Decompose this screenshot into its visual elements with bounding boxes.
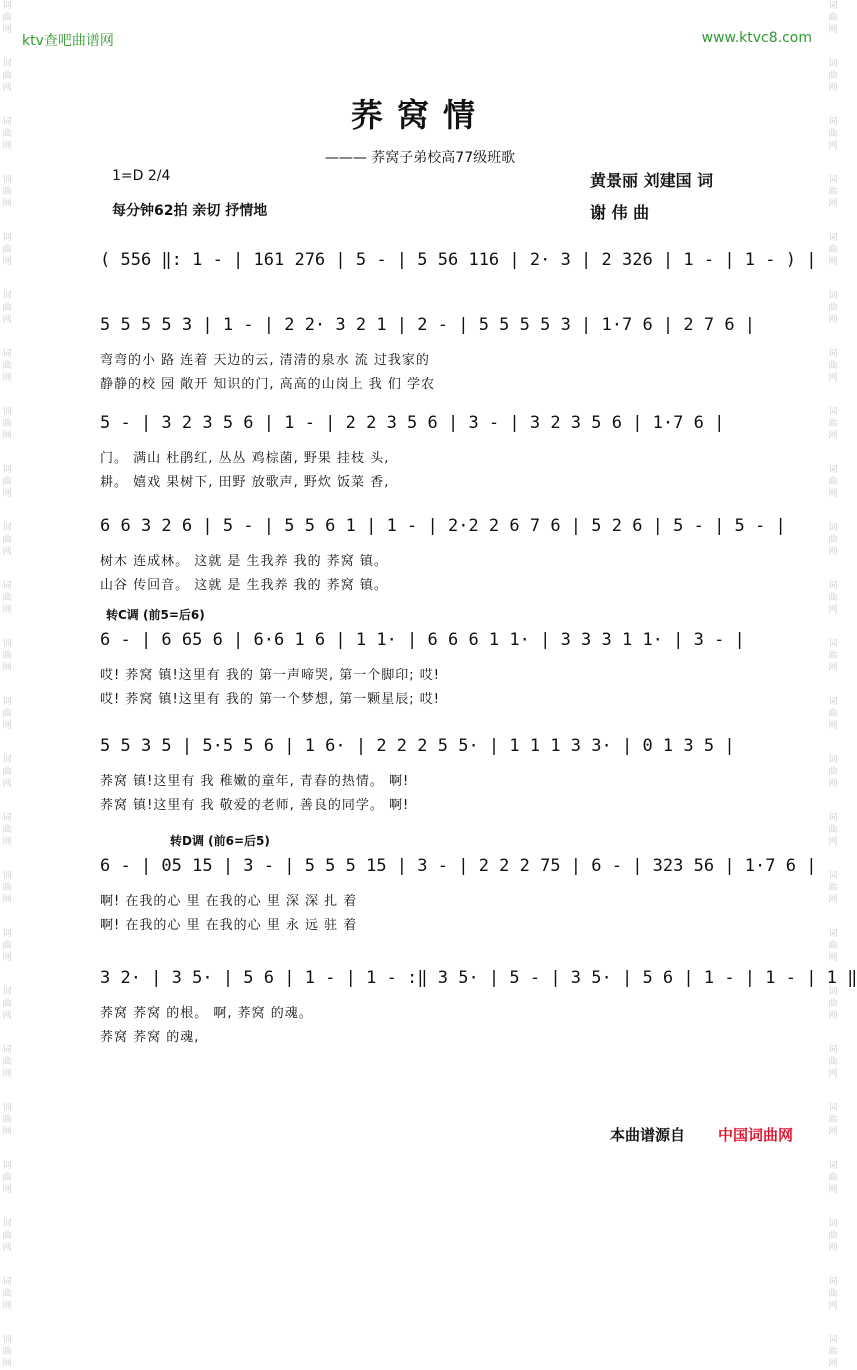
watermark-column-right — [826, 0, 840, 1369]
watermark-text: 词曲网 — [2, 1277, 12, 1311]
watermark-text: 词曲网 — [2, 581, 12, 615]
watermark-text: 词曲网 — [2, 523, 12, 557]
watermark-text: 词曲网 — [2, 987, 12, 1021]
lyric-line: 门。 满山 杜鹃红, 丛丛 鸡棕菌, 野果 挂枝 头, — [100, 451, 390, 466]
watermark-text: 词曲网 — [2, 349, 12, 383]
notation-line: 6 6 3 2 6 | 5 - | 5 5 6 1 | 1 - | 2·2 2 6 7 6 | 5 2 6 | 5 - | 5 - | — [100, 516, 786, 536]
watermark-text: 词曲网 — [828, 291, 838, 325]
watermark-text: 词曲网 — [2, 1, 12, 35]
watermark-text: 词曲网 — [828, 1161, 838, 1195]
watermark-text: 词曲网 — [2, 465, 12, 499]
lyric-line: 啊! 在我的心 里 在我的心 里 深 深 扎 着 — [100, 894, 358, 909]
watermark-text: 词曲网 — [2, 1161, 12, 1195]
watermark-text: 词曲网 — [828, 1335, 838, 1369]
site-url-right[interactable]: www.ktvc8.com — [701, 30, 812, 46]
watermark-text: 词曲网 — [828, 1103, 838, 1137]
watermark-text: 词曲网 — [2, 697, 12, 731]
watermark-text: 词曲网 — [828, 233, 838, 267]
notation-line: 5 5 3 5 | 5·5 5 6 | 1 6· | 2 2 2 5 5· | 1 1 1 3 3· | 0 1 3 5 | — [100, 736, 735, 756]
key-change-marking: 转C调 (前5=后6) — [106, 608, 205, 622]
lyricist-credit: 黄景丽 刘建国 词 — [590, 171, 714, 190]
watermark-text: 词曲网 — [828, 697, 838, 731]
lyric-line: 荞窝 荞窝 的根。 啊, 荞窝 的魂。 — [100, 1006, 313, 1021]
source-site-link[interactable]: 中国词曲网 — [718, 1126, 794, 1144]
song-subtitle: ——— 荞窝子弟校高77级班歌 — [324, 150, 516, 166]
watermark-text: 词曲网 — [828, 581, 838, 615]
lyric-line: 荞窝 镇!这里有 我 敬爱的老师, 善良的同学。 啊! — [100, 798, 410, 813]
watermark-text: 词曲网 — [2, 813, 12, 847]
watermark-text: 词曲网 — [828, 871, 838, 905]
lyric-line: 静静的校 园 敞开 知识的门, 高高的山岗上 我 们 学农 — [100, 377, 436, 392]
watermark-text: 词曲网 — [828, 929, 838, 963]
lyric-line: 弯弯的小 路 连着 天边的云, 清清的泉水 流 过我家的 — [100, 353, 430, 368]
watermark-text: 词曲网 — [828, 1219, 838, 1253]
watermark-text: 词曲网 — [2, 59, 12, 93]
watermark-text: 词曲网 — [828, 1, 838, 35]
watermark-text: 词曲网 — [2, 117, 12, 151]
watermark-text: 词曲网 — [2, 871, 12, 905]
notation-line: ( 556 ‖: 1 - | 161 276 | 5 - | 5 56 116 | 2· 3 | 2 326 | 1 - | 1 - ) | — [100, 250, 817, 270]
composer-credit: 谢 伟 曲 — [590, 203, 650, 222]
watermark-column-left — [0, 0, 14, 1369]
watermark-text: 词曲网 — [828, 813, 838, 847]
lyric-line: 哎! 荞窝 镇!这里有 我的 第一个梦想, 第一颗星辰; 哎! — [100, 692, 440, 707]
notation-line: 5 5 5 5 3 | 1 - | 2 2· 3 2 1 | 2 - | 5 5 5 5 3 | 1·7 6 | 2 7 6 | — [100, 315, 756, 335]
watermark-text: 词曲网 — [828, 755, 838, 789]
lyric-line: 耕。 嬉戏 果树下, 田野 放歌声, 野炊 饭菜 香, — [100, 475, 390, 490]
notation-line: 3 2· | 3 5· | 5 6 | 1 - | 1 - :‖ 3 5· | 5 - | 3 5· | 5 6 | 1 - | 1 - | 1 ‖ — [100, 968, 857, 988]
source-label: 本曲谱源自 — [610, 1126, 686, 1144]
watermark-text: 词曲网 — [828, 523, 838, 557]
watermark-text: 词曲网 — [2, 291, 12, 325]
watermark-text: 词曲网 — [828, 1045, 838, 1079]
notation-line: 5 - | 3 2 3 5 6 | 1 - | 2 2 3 5 6 | 3 - | 3 2 3 5 6 | 1·7 6 | — [100, 413, 725, 433]
watermark-text: 词曲网 — [2, 1335, 12, 1369]
notation-line: 6 - | 6 65 6 | 6·6 1 6 | 1 1· | 6 6 6 1 1· | 3 3 3 1 1· | 3 - | — [100, 630, 745, 650]
lyric-line: 荞窝 荞窝 的魂, — [100, 1030, 200, 1045]
watermark-text: 词曲网 — [828, 639, 838, 673]
lyric-line: 啊! 在我的心 里 在我的心 里 永 远 驻 着 — [100, 918, 358, 933]
watermark-text: 词曲网 — [2, 1219, 12, 1253]
tempo-marking: 每分钟62拍 亲切 抒情地 — [112, 203, 268, 219]
watermark-text: 词曲网 — [2, 639, 12, 673]
key-signature: 1=D 2/4 — [112, 168, 171, 184]
notation-line: 6 - | 05 15 | 3 - | 5 5 5 15 | 3 - | 2 2 2 75 | 6 - | 323 56 | 1·7 6 | — [100, 856, 817, 876]
watermark-text: 词曲网 — [2, 233, 12, 267]
watermark-text: 词曲网 — [828, 349, 838, 383]
watermark-text: 词曲网 — [2, 929, 12, 963]
watermark-text: 词曲网 — [828, 59, 838, 93]
lyric-line: 荞窝 镇!这里有 我 稚嫩的童年, 青春的热情。 啊! — [100, 774, 410, 789]
watermark-text: 词曲网 — [828, 465, 838, 499]
watermark-text: 词曲网 — [2, 755, 12, 789]
lyric-line: 山谷 传回音。 这就 是 生我养 我的 荞窝 镇。 — [100, 578, 388, 593]
key-change-marking: 转D调 (前6=后5) — [170, 834, 270, 848]
watermark-text: 词曲网 — [2, 175, 12, 209]
watermark-text: 词曲网 — [828, 175, 838, 209]
lyric-line: 树木 连成林。 这就 是 生我养 我的 荞窝 镇。 — [100, 554, 388, 569]
watermark-text: 词曲网 — [828, 1277, 838, 1311]
watermark-text: 词曲网 — [2, 1103, 12, 1137]
song-title: 荞窝情 — [350, 96, 489, 134]
watermark-text: 词曲网 — [828, 987, 838, 1021]
lyric-line: 哎! 荞窝 镇!这里有 我的 第一声啼哭, 第一个脚印; 哎! — [100, 668, 440, 683]
site-logo-left[interactable]: ktv查吧曲谱网 — [22, 33, 114, 49]
watermark-text: 词曲网 — [828, 117, 838, 151]
watermark-text: 词曲网 — [2, 1045, 12, 1079]
watermark-text: 词曲网 — [828, 407, 838, 441]
watermark-text: 词曲网 — [2, 407, 12, 441]
